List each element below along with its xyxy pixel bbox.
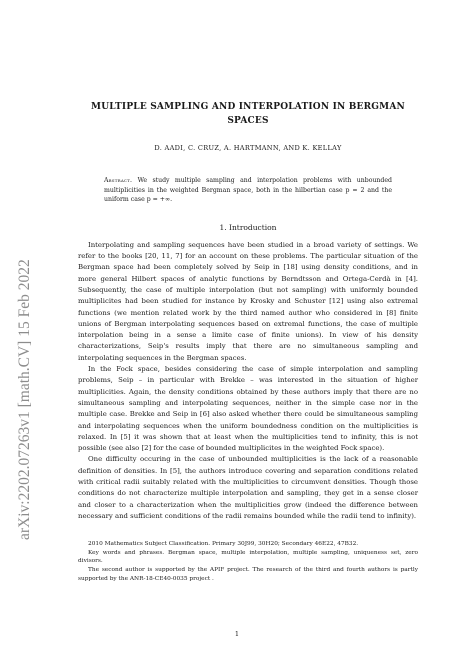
arxiv-stamp: arXiv:2202.07263v1 [math.CV] 15 Feb 2022 [16,259,33,540]
paragraph-2: In the Fock space, besides considering the case of simple interpolation and sampling problems, Seip – in particular with Brekke – was interested in the situation of higher multiplicities. Again, the density conditions obtained by these authors imply that there are no simultaneous sampling and interpolating sequences, neither in the simple case nor in the multiple case. Brekke and Seip in [6] also asked whether there could be simultaneous sampling and interpolating sequences when the uniform boundedness condition on the multiplicities is relaxed. In [5] it was shown that at least when the multiplicities tend to infinity, this is not possible (see also [2] for the case of bounded multiplicites in the weighted Fock space). [78,365,418,453]
authors: D. AADI, C. CRUZ, A. HARTMANN, AND K. KELLAY [154,144,342,152]
footnotes [78,540,418,583]
footnote-keywords: Key words and phrases. Bergman space, multiple interpolation, multiple sampling, uniqueness set, zero divisors. [78,549,418,565]
paragraph-3: One difficulty occuring in the case of unbounded multiplicities is the lack of a reasonable definition of densities. In [5], the authors introduce covering and separation conditions related with critical radii suitably related with the multiplicities to circumvent densities. Though those conditions do not characterize multiple interpolation and sampling, they get in a sense closer and closer to a characterization when the multiplicities grow (indeed the difference between necessary and sufficient conditions of the radii remains bounded while the radii tend to infinity). [78,455,418,520]
abstract-label: Abstract. [104,177,133,184]
section-heading: 1. Introduction [219,222,277,232]
footnote-msc: 2010 Mathematics Subject Classification. Primary 30J99, 30H20; Secondary 46E22, 47B32. [88,541,359,548]
abstract-text: We study multiple sampling and interpolation problems with unbounded multiplicities in the weighted Bergman space, both in the hilbertian case p = 2 and the uniform case p = +∞. [104,177,392,204]
paragraph-1: Interpolating and sampling sequences have been studied in a broad variety of settings. We refer to the books [20, 11, 7] for an account on these problems. The particular situation of the Bergman space had been completely solved by Seip in [18] using density conditions, and in more general Hilbert spaces of analytic functions by Berndtsson and Ortega-Cerdà in [4]. Subsequently, the case of multiple interpolation (but not sampling) with uniformly bounded multiplicites had been studied for instance by Krosky and Schuster [12] using also extremal functions (we mention related work by the third named author who considered in [8] finite unions of Bergman interpolating sequences based on extremal functions, the case of multiple interpolation being in a sense a limite case of finite unions). In view of his density characterizations, Seip's results imply that there are no simultaneous sampling and interpolating sequences in the Bergman spaces. [78,240,418,362]
title-line-2: SPACES [227,116,269,126]
page-number: 1 [234,630,240,638]
paper-page [78,100,418,583]
paper-title [78,100,418,128]
title-line-1: MULTIPLE SAMPLING AND INTERPOLATION IN BERGMAN [91,102,405,112]
abstract [104,176,392,205]
footnote-support: The second author is supported by the APIF project. The research of the third and fourth authors is partly supported by the ANR-18-CE40-0035 project . [78,566,418,582]
body-text [78,240,418,522]
